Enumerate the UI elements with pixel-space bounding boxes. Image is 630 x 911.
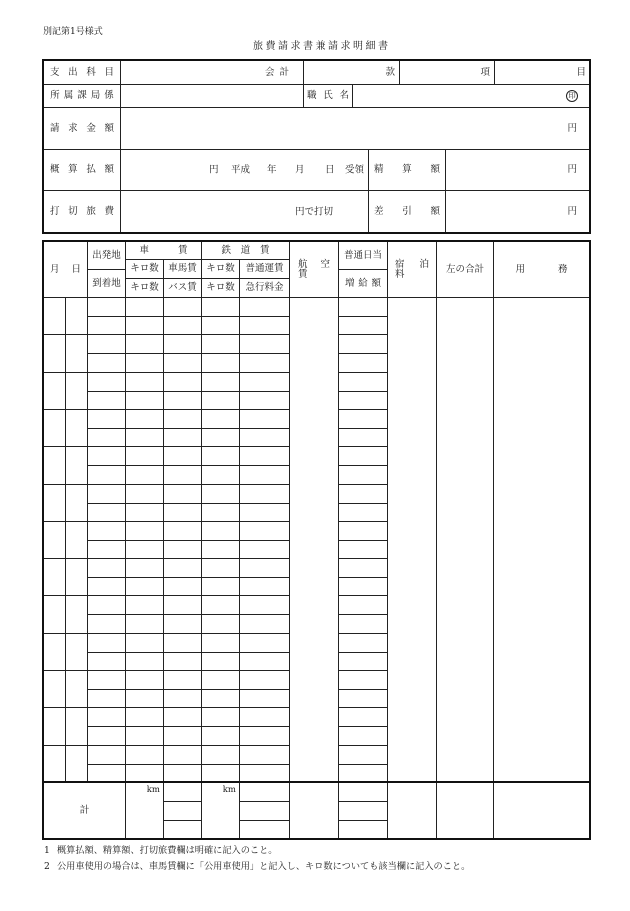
increase-cell: [338, 353, 388, 373]
month-cell: [43, 409, 66, 447]
fare-km-cell: [125, 745, 164, 765]
daily-allowance-cell: [338, 558, 388, 578]
increase-cell: [338, 316, 388, 335]
account-label: 支 出 科 目: [50, 66, 114, 78]
carriage-fare-cell: [163, 334, 202, 354]
rail-km-cell: [201, 707, 240, 727]
fare-km-cell: [125, 521, 164, 541]
bus-km-header: キロ数: [125, 278, 164, 298]
footnote-2-number: 2: [44, 861, 50, 872]
day-cell: [65, 558, 88, 596]
arrival-cell: [87, 614, 126, 634]
carriage-fare-cell: [163, 558, 202, 578]
departure-cell: [87, 484, 126, 504]
normal-fare-cell: [239, 409, 290, 429]
detail-row: [43, 745, 590, 783]
bus-km-cell: [125, 391, 164, 410]
month-cell: [43, 633, 66, 671]
day-cell: [65, 745, 88, 783]
detail-row: [43, 334, 590, 373]
express-km-cell: [201, 577, 240, 596]
arrival-cell: [87, 465, 126, 485]
fare-group-header: [125, 241, 202, 260]
normal-fare-cell: [239, 521, 290, 541]
lodging-header: [387, 241, 437, 298]
fare-km-cell: [125, 409, 164, 429]
department-label-cell: [43, 84, 121, 108]
bus-fare-header: バス賃: [163, 278, 202, 298]
rail-km-header: キロ数: [201, 259, 240, 279]
day-header-label: 日: [71, 263, 81, 275]
detail-row: [43, 446, 590, 485]
daily-allowance-cell: [338, 372, 388, 392]
day-cell: [65, 484, 88, 522]
bus-fare-cell: [163, 726, 202, 746]
month-cell: [43, 670, 66, 708]
arrival-cell: [87, 689, 126, 708]
rail-km-cell: [201, 670, 240, 690]
account-kaikei-label: 会 計: [265, 66, 289, 78]
normal-fare-cell: [239, 484, 290, 504]
advance-received: 受領: [345, 164, 365, 176]
carriage-fare-header: 車馬賃: [163, 259, 202, 279]
departure-cell: [87, 372, 126, 392]
daily-allowance-cell: [338, 334, 388, 354]
lump-sum-label: 打 切 旅 費: [50, 205, 114, 217]
departure-cell: [87, 558, 126, 578]
arrival-cell: [87, 316, 126, 335]
express-km-cell: [201, 652, 240, 671]
bus-km-cell: [125, 316, 164, 335]
express-km-cell: [201, 391, 240, 410]
day-cell: [65, 670, 88, 708]
advance-label-cell: [43, 149, 121, 191]
fare-km-cell: [125, 707, 164, 727]
arrival-cell: [87, 428, 126, 447]
bus-km-cell: [125, 614, 164, 634]
rail-km-cell: [201, 297, 240, 317]
fare-km-cell: [125, 372, 164, 392]
total-rail-km-cell: [201, 782, 240, 839]
bus-fare-cell: [163, 465, 202, 485]
daily-allowance-cell: [338, 707, 388, 727]
departure-cell: [87, 707, 126, 727]
day-cell: [65, 707, 88, 746]
fare-km-cell: [125, 558, 164, 578]
arrival-cell: [87, 726, 126, 746]
normal-fare-header: 普通運賃: [239, 259, 290, 279]
advance-era: 平成: [231, 164, 251, 176]
express-fee-cell: [239, 391, 290, 410]
lodging-label: 宿 泊 料: [395, 259, 429, 280]
rail-km-cell: [201, 595, 240, 615]
total-subtotal-cell: [436, 782, 494, 839]
express-fee-cell: [239, 503, 290, 522]
account-moku-cell: 目: [494, 60, 590, 85]
air-fare-header: [289, 241, 339, 298]
daily-allowance-cell: [338, 633, 388, 653]
day-cell: [65, 446, 88, 485]
daily-allowance-cell: [338, 595, 388, 615]
rail-km-cell: [201, 409, 240, 429]
settlement-value-cell: [445, 149, 590, 191]
carriage-fare-cell: [163, 372, 202, 392]
total-purpose-cell: [493, 782, 590, 839]
day-cell: [65, 372, 88, 410]
bus-km-cell: [125, 540, 164, 559]
difference-value-cell: [445, 190, 590, 233]
departure-cell: [87, 409, 126, 429]
daily-allowance-cell: [338, 297, 388, 317]
total-normal-fare-cell-3: [239, 820, 290, 839]
normal-fare-cell: [239, 558, 290, 578]
fare-km-cell: [125, 446, 164, 466]
form-number: 別記第1号様式: [43, 27, 103, 37]
month-cell: [43, 595, 66, 634]
bus-fare-cell: [163, 428, 202, 447]
total-row-divider: [43, 781, 590, 783]
claim-unit: 円: [567, 122, 577, 134]
rail-km-cell: [201, 334, 240, 354]
difference-unit: 円: [567, 205, 577, 217]
normal-fare-cell: [239, 446, 290, 466]
arrival-cell: [87, 503, 126, 522]
day-cell: [65, 521, 88, 559]
form-title: 旅費請求書兼請求明細書: [253, 41, 391, 52]
express-fee-cell: [239, 316, 290, 335]
detail-table: [43, 241, 590, 839]
advance-year: 年: [267, 164, 277, 176]
express-fee-cell: [239, 614, 290, 634]
departure-cell: [87, 633, 126, 653]
increase-header: [338, 269, 388, 298]
bus-fare-cell: [163, 577, 202, 596]
arrival-header: 到着地: [87, 269, 126, 298]
express-km-cell: [201, 689, 240, 708]
bus-km-cell: [125, 465, 164, 485]
express-fee-header: 急行料金: [239, 278, 290, 298]
departure-header: 出発地: [87, 241, 126, 270]
arrival-cell: [87, 577, 126, 596]
express-km-header: キロ数: [201, 278, 240, 298]
normal-fare-cell: [239, 334, 290, 354]
total-air-fare-cell: [289, 782, 339, 839]
summary-table: [43, 60, 590, 233]
carriage-fare-cell: [163, 409, 202, 429]
express-km-cell: [201, 428, 240, 447]
normal-fare-cell: [239, 372, 290, 392]
detail-row: [43, 670, 590, 708]
fare-km-cell: [125, 595, 164, 615]
month-cell: [43, 745, 66, 783]
month-cell: [43, 707, 66, 746]
detail-row: [43, 297, 590, 335]
account-kaikei-cell: [120, 60, 304, 85]
daily-allowance-cell: [338, 446, 388, 466]
advance-unit: 円: [209, 164, 219, 176]
department-value-cell: [120, 84, 304, 108]
departure-cell: [87, 297, 126, 317]
increase-cell: [338, 577, 388, 596]
day-cell: [65, 297, 88, 335]
claim-label: 請 求 金 額: [50, 122, 114, 134]
departure-cell: [87, 521, 126, 541]
arrival-cell: [87, 652, 126, 671]
bus-fare-cell: [163, 353, 202, 373]
normal-fare-cell: [239, 707, 290, 727]
express-fee-cell: [239, 428, 290, 447]
month-cell: [43, 372, 66, 410]
express-km-cell: [201, 614, 240, 634]
account-kou-cell: 項: [399, 60, 495, 85]
rail-km-cell: [201, 745, 240, 765]
daily-allowance-cell: [338, 745, 388, 765]
total-label-cell: 計: [43, 782, 126, 839]
fare-km-cell: [125, 670, 164, 690]
fare-group-label: 車 賃: [139, 244, 188, 256]
name-label-cell: [303, 84, 353, 108]
total-carriage-cell-1: [163, 782, 202, 802]
increase-cell: [338, 428, 388, 447]
express-fee-cell: [239, 540, 290, 559]
carriage-fare-cell: [163, 745, 202, 765]
total-daily-cell-3: [338, 820, 388, 839]
increase-cell: [338, 391, 388, 410]
lump-sum-label-cell: [43, 190, 121, 233]
total-fare-km-cell: [125, 782, 164, 839]
bus-km-cell: [125, 353, 164, 373]
advance-month: 月: [295, 164, 305, 176]
detail-body: [43, 297, 590, 783]
total-daily-cell-1: [338, 782, 388, 802]
carriage-fare-cell: [163, 446, 202, 466]
subtotal-header: 左の合計: [436, 241, 494, 298]
increase-cell: [338, 689, 388, 708]
daily-allowance-cell: [338, 670, 388, 690]
express-fee-cell: [239, 689, 290, 708]
express-fee-cell: [239, 652, 290, 671]
fare-km-cell: [125, 484, 164, 504]
daily-allowance-header: 普通日当: [338, 241, 388, 270]
settlement-unit: 円: [567, 164, 577, 176]
normal-fare-cell: [239, 633, 290, 653]
departure-cell: [87, 446, 126, 466]
arrival-cell: [87, 353, 126, 373]
normal-fare-cell: [239, 670, 290, 690]
bus-fare-cell: [163, 540, 202, 559]
increase-cell: [338, 726, 388, 746]
month-cell: [43, 334, 66, 373]
bus-km-cell: [125, 689, 164, 708]
increase-cell: [338, 540, 388, 559]
month-cell: [43, 558, 66, 596]
fare-km-unit: km: [146, 785, 160, 795]
express-km-cell: [201, 316, 240, 335]
total-carriage-cell-3: [163, 820, 202, 839]
daily-allowance-cell: [338, 409, 388, 429]
advance-day: 日: [325, 164, 335, 176]
increase-cell: [338, 652, 388, 671]
express-km-cell: [201, 726, 240, 746]
carriage-fare-cell: [163, 670, 202, 690]
detail-row: [43, 595, 590, 634]
detail-row: [43, 372, 590, 410]
departure-cell: [87, 745, 126, 765]
air-fare-label: 航 空 賃: [298, 259, 330, 280]
bus-fare-cell: [163, 503, 202, 522]
claim-label-cell: [43, 107, 121, 150]
settlement-label: 精 算 額: [374, 164, 440, 176]
day-cell: [65, 595, 88, 634]
date-header: [43, 241, 88, 298]
bus-km-cell: [125, 428, 164, 447]
month-cell: [43, 484, 66, 522]
month-cell: [43, 446, 66, 485]
bus-fare-cell: [163, 316, 202, 335]
daily-allowance-cell: [338, 521, 388, 541]
carriage-fare-cell: [163, 297, 202, 317]
account-kan-cell: 款: [303, 60, 400, 85]
normal-fare-cell: [239, 745, 290, 765]
bus-fare-cell: [163, 391, 202, 410]
month-cell: [43, 297, 66, 335]
carriage-fare-cell: [163, 633, 202, 653]
total-daily-cell-2: [338, 801, 388, 821]
bus-fare-cell: [163, 614, 202, 634]
difference-label-cell: [368, 190, 446, 233]
rail-group-header: [201, 241, 290, 260]
difference-label: 差 引 額: [374, 205, 440, 217]
fare-km-cell: [125, 633, 164, 653]
normal-fare-cell: [239, 595, 290, 615]
rail-km-cell: [201, 484, 240, 504]
month-cell: [43, 521, 66, 559]
detail-row: [43, 558, 590, 596]
fare-km-cell: [125, 334, 164, 354]
express-km-cell: [201, 465, 240, 485]
increase-label: 増 給 額: [345, 277, 381, 289]
carriage-fare-cell: [163, 595, 202, 615]
carriage-fare-cell: [163, 484, 202, 504]
total-carriage-cell-2: [163, 801, 202, 821]
express-km-cell: [201, 353, 240, 373]
detail-row: [43, 409, 590, 447]
footnote-2-text: 公用車使用の場合は、車馬賃欄に「公用車使用」と記入し、キロ数についても該当欄に記入のこと。: [57, 861, 471, 872]
arrival-cell: [87, 540, 126, 559]
rail-km-unit: km: [222, 785, 236, 795]
detail-row: [43, 633, 590, 671]
increase-cell: [338, 614, 388, 634]
advance-value-cell: [120, 149, 369, 191]
bus-km-cell: [125, 726, 164, 746]
lump-sum-value-cell: [120, 190, 369, 233]
purpose-label: 用 務: [515, 263, 568, 275]
bus-fare-cell: [163, 652, 202, 671]
advance-label: 概 算 払 額: [50, 164, 114, 176]
arrival-cell: [87, 391, 126, 410]
express-km-cell: [201, 540, 240, 559]
rail-km-cell: [201, 446, 240, 466]
express-fee-cell: [239, 465, 290, 485]
rail-km-cell: [201, 633, 240, 653]
detail-row: [43, 707, 590, 746]
bus-km-cell: [125, 503, 164, 522]
departure-cell: [87, 670, 126, 690]
day-cell: [65, 409, 88, 447]
rail-km-cell: [201, 558, 240, 578]
fare-km-header: キロ数: [125, 259, 164, 279]
express-fee-cell: [239, 577, 290, 596]
detail-row: [43, 521, 590, 559]
day-cell: [65, 334, 88, 373]
name-value-cell: [352, 84, 590, 108]
departure-cell: [87, 334, 126, 354]
total-lodging-cell: [387, 782, 437, 839]
normal-fare-cell: [239, 297, 290, 317]
rail-group-label: 鉄 道 賃: [221, 244, 270, 256]
express-km-cell: [201, 503, 240, 522]
daily-allowance-cell: [338, 484, 388, 504]
carriage-fare-cell: [163, 521, 202, 541]
lump-sum-unit: 円で打切: [295, 205, 334, 217]
seal-mark: 印: [566, 90, 578, 102]
fare-km-cell: [125, 297, 164, 317]
purpose-header: [493, 241, 590, 298]
carriage-fare-cell: [163, 707, 202, 727]
departure-cell: [87, 595, 126, 615]
name-label: 職 氏 名: [307, 90, 349, 102]
total-normal-fare-cell-1: [239, 782, 290, 802]
bus-km-cell: [125, 577, 164, 596]
day-cell: [65, 633, 88, 671]
footnote-1-text: 概算払額、精算額、打切旅費欄は明確に記入のこと。: [57, 845, 278, 856]
total-normal-fare-cell-2: [239, 801, 290, 821]
bus-fare-cell: [163, 689, 202, 708]
department-label: 所属課局係: [50, 90, 118, 102]
express-fee-cell: [239, 353, 290, 373]
settlement-label-cell: [368, 149, 446, 191]
increase-cell: [338, 465, 388, 485]
account-label-cell: [43, 60, 121, 85]
bus-km-cell: [125, 652, 164, 671]
increase-cell: [338, 503, 388, 522]
footnote-1-number: 1: [44, 845, 50, 856]
rail-km-cell: [201, 372, 240, 392]
rail-km-cell: [201, 521, 240, 541]
express-fee-cell: [239, 726, 290, 746]
claim-value-cell: [120, 107, 590, 150]
detail-row: [43, 484, 590, 522]
month-header-label: 月: [49, 263, 60, 275]
